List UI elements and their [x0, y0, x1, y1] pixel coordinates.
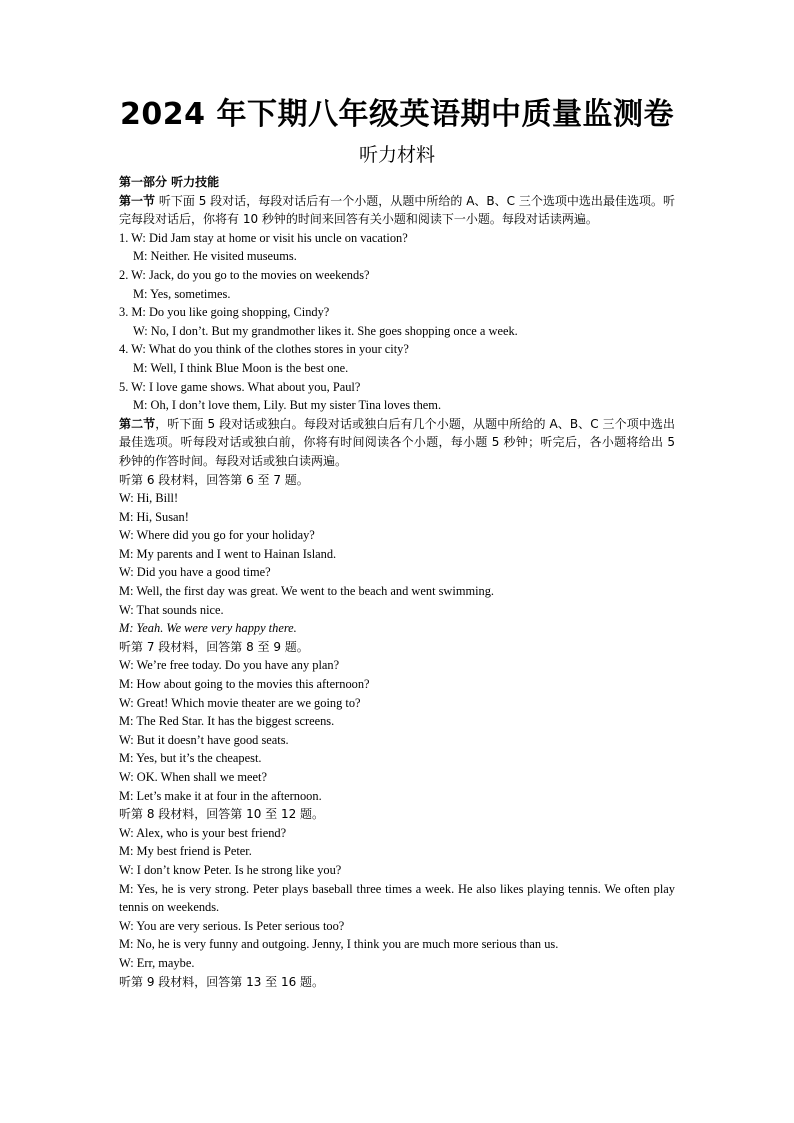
dialog-line: M: Yes, sometimes. — [133, 286, 231, 301]
document-body — [119, 173, 675, 991]
dialog-line: 1. W: Did Jam stay at home or visit his uncle on vacation? — [119, 230, 408, 245]
dialog-line: M: No, he is very funny and outgoing. Jenny, I think you are much more serious than us. — [119, 937, 559, 952]
dialog-line: W: But it doesn’t have good seats. — [119, 732, 289, 747]
material-6-intro: 听第 6 段材料，回答第 6 至 7 题。 — [119, 472, 309, 487]
dialog-line: W: Hi, Bill! — [119, 491, 179, 506]
dialog-line: M: Well, the first day was great. We went to the beach and went swimming. — [119, 584, 495, 599]
material-8-intro: 听第 8 段材料，回答第 10 至 12 题。 — [119, 807, 325, 822]
dialog-line: M: Yes, but it’s the cheapest. — [119, 751, 262, 766]
dialog-line: W: OK. When shall we meet? — [119, 770, 267, 784]
document-title: 2024 年下期八年级英语期中质量监测卷 — [120, 97, 674, 132]
dialog-line: M: Neither. He visited museums. — [133, 249, 297, 264]
part-heading: 第一部分 听力技能 — [119, 175, 220, 189]
dialog-line: M: Let’s make it at four in the afternoon. — [119, 788, 322, 803]
dialog-line: 4. W: What do you think of the clothes stores in your city? — [119, 342, 409, 357]
dialog-line: W: Great! Which movie theater are we going to? — [119, 695, 361, 710]
section2-text: ，听下面 5 段对话或独白。每段对话或独白后有几个小题，从题中所给的 A、B、C 三个项中选出最佳选项。听每段对话或独白前，你将有时间阅读各个小题，每小题 5 秒钟；听完后，各小题将给出 5 秒钟的作答时间。每段对话或独白读两遍。 — [119, 416, 675, 468]
dialog-line: 3. M: Do you like going shopping, Cindy? — [119, 305, 330, 320]
dialog-line: W: No, I don’t. But my grandmother likes it. She goes shopping once a week. — [133, 323, 518, 338]
dialog-line: W: Err, maybe. — [119, 955, 195, 970]
dialog-line: M: Oh, I don’t love them, Lily. But my sister Tina loves them. — [133, 398, 442, 413]
dialog-line: W: You are very serious. Is Peter serious too? — [119, 918, 345, 933]
dialog-line: M: My parents and I went to Hainan Island. — [119, 546, 337, 561]
dialog-line: M: My best friend is Peter. — [119, 844, 252, 859]
dialog-line: 5. W: I love game shows. What about you, Paul? — [119, 379, 361, 394]
section1-label: 第一节 — [119, 193, 156, 208]
dialog-line: W: We’re free today. Do you have any plan? — [119, 658, 340, 673]
dialog-line: M: The Red Star. It has the biggest screens. — [119, 714, 335, 729]
material-7-intro: 听第 7 段材料，回答第 8 至 9 题。 — [119, 639, 309, 654]
dialog-line: M: Well, I think Blue Moon is the best one. — [133, 360, 349, 375]
dialog-line-italic: M: Yeah. We were very happy there. — [119, 621, 297, 636]
section2-label: 第二节 — [119, 416, 156, 431]
dialog-line: W: Where did you go for your holiday? — [119, 528, 315, 543]
section1-instructions — [119, 192, 675, 229]
dialog-line: M: Hi, Susan! — [119, 509, 189, 524]
section1-text: 听下面 5 段对话，每段对话后有一个小题，从题中所给的 A、B、C 三个选项中选出最佳选项。听完每段对话后，你将有 10 秒钟的时间来回答有关小题和阅读下一小题。每段对话读两遍。 — [119, 193, 675, 227]
dialog-line: W: Alex, who is your best friend? — [119, 825, 287, 840]
dialog-line: W: That sounds nice. — [119, 602, 224, 617]
dialog-line-long: M: Yes, he is very strong. Peter plays baseball three times a week. He also likes playing tennis. We often play tennis on weekends. — [119, 881, 675, 915]
section2-instructions — [119, 415, 675, 471]
document-subtitle: 听力材料 — [358, 144, 435, 166]
material-9-intro: 听第 9 段材料，回答第 13 至 16 题。 — [119, 974, 325, 989]
dialog-line: 2. W: Jack, do you go to the movies on weekends? — [119, 267, 370, 282]
dialog-line: W: Did you have a good time? — [119, 565, 271, 580]
dialog-line: M: How about going to the movies this afternoon? — [119, 677, 370, 692]
dialog-line: W: I don’t know Peter. Is he strong like you? — [119, 862, 342, 877]
